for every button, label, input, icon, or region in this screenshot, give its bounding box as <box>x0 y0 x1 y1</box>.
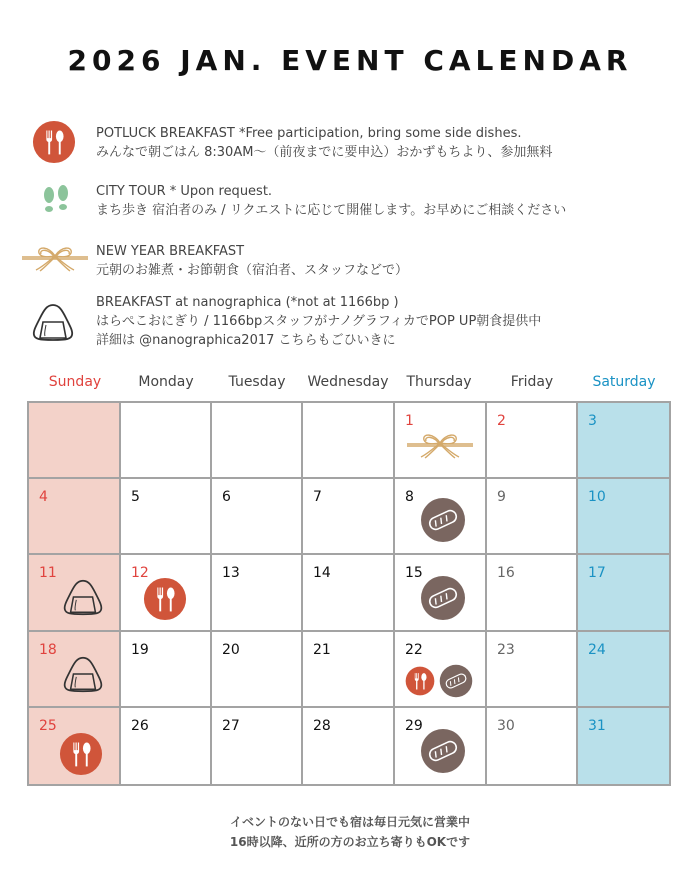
calendar-cell-4[interactable] <box>29 479 119 553</box>
calendar-cell-6[interactable] <box>212 479 301 553</box>
potluck-breakfast-icon <box>32 120 76 164</box>
weekday-friday: Friday <box>510 374 554 390</box>
weekday-thursday: Thursday <box>406 374 472 390</box>
date-number: 8 <box>405 489 414 505</box>
date-number: 21 <box>313 642 331 658</box>
bread-icon <box>439 664 473 698</box>
bread-icon <box>420 497 466 543</box>
date-number: 3 <box>588 413 597 429</box>
date-number: 22 <box>405 642 423 658</box>
date-number: 27 <box>222 718 240 734</box>
calendar-cell-3[interactable] <box>578 403 669 477</box>
page-title: 2026 JAN. EVENT CALENDAR <box>67 44 633 77</box>
date-number: 31 <box>588 718 606 734</box>
date-number: 13 <box>222 565 240 581</box>
legend-new-year-title: NEW YEAR BREAKFAST <box>96 244 245 259</box>
calendar-cell-19[interactable] <box>121 632 210 706</box>
calendar-cell-2[interactable] <box>487 403 576 477</box>
legend-city-tour <box>96 182 566 220</box>
calendar-cell-empty <box>121 403 210 477</box>
legend-new-year <box>96 242 408 280</box>
date-number: 28 <box>313 718 331 734</box>
footprints-icon <box>38 183 74 219</box>
date-number: 19 <box>131 642 149 658</box>
bread-icon <box>420 728 466 774</box>
footer-note <box>0 812 700 852</box>
calendar-cell-7[interactable] <box>303 479 393 553</box>
date-number: 1 <box>405 413 414 429</box>
legend-nanographica-title: BREAKFAST at nanographica (*not at 1166bp ) <box>96 295 399 310</box>
legend-nanographica-desc: はらぺこおにぎり / 1166bpスタッフがナノグラフィカでPOP UP朝食提供中 <box>96 314 542 329</box>
calendar-cell-9[interactable] <box>487 479 576 553</box>
footer-line-1: イベントのない日でも宿は毎日元気に営業中 <box>229 815 470 829</box>
date-number: 20 <box>222 642 240 658</box>
date-number: 4 <box>39 489 48 505</box>
calendar-cell-empty <box>29 403 119 477</box>
legend-potluck <box>96 124 552 162</box>
bread-icon <box>420 575 466 621</box>
weekday-sunday: Sunday <box>48 374 102 390</box>
date-number: 24 <box>588 642 606 658</box>
calendar-cell-12[interactable] <box>121 555 210 630</box>
calendar-cell-8[interactable] <box>395 479 485 553</box>
calendar-cell-5[interactable] <box>121 479 210 553</box>
calendar-cell-20[interactable] <box>212 632 301 706</box>
potluck-breakfast-icon <box>405 666 435 696</box>
calendar-cell-21[interactable] <box>303 632 393 706</box>
calendar-cell-22[interactable] <box>395 632 485 706</box>
date-number: 12 <box>131 565 149 581</box>
calendar-cell-empty <box>212 403 301 477</box>
calendar-cell-31[interactable] <box>578 708 669 784</box>
date-number: 23 <box>497 642 515 658</box>
date-number: 18 <box>39 642 57 658</box>
calendar-cell-11[interactable] <box>29 555 119 630</box>
weekday-tuesday: Tuesday <box>228 374 286 390</box>
date-number: 9 <box>497 489 506 505</box>
legend-nanographica <box>96 293 541 350</box>
weekday-monday: Monday <box>138 374 194 390</box>
calendar-cell-30[interactable] <box>487 708 576 784</box>
calendar-cell-28[interactable] <box>303 708 393 784</box>
legend-nanographica-note: 詳細は @nanographica2017 こちらもごひいきに <box>96 333 396 348</box>
date-number: 2 <box>497 413 506 429</box>
date-number: 25 <box>39 718 57 734</box>
date-number: 17 <box>588 565 606 581</box>
calendar-cell-empty <box>303 403 393 477</box>
legend-potluck-desc: みんなで朝ごはん 8:30AM～（前夜までに要申込）おかずもちより、参加無料 <box>96 145 553 160</box>
date-number: 7 <box>313 489 322 505</box>
calendar-cell-24[interactable] <box>578 632 669 706</box>
calendar-cell-10[interactable] <box>578 479 669 553</box>
calendar-cell-23[interactable] <box>487 632 576 706</box>
onigiri-icon <box>61 577 105 617</box>
mizuhiki-icon <box>20 242 90 272</box>
date-number: 11 <box>39 565 57 581</box>
legend-potluck-title: POTLUCK BREAKFAST *Free participation, bring some side dishes. <box>96 126 522 141</box>
potluck-breakfast-icon <box>143 577 187 621</box>
calendar-cell-14[interactable] <box>303 555 393 630</box>
calendar-grid <box>27 401 671 786</box>
date-number: 30 <box>497 718 515 734</box>
mizuhiki-icon <box>405 429 475 459</box>
calendar-cell-17[interactable] <box>578 555 669 630</box>
weekday-wednesday: Wednesday <box>307 374 389 390</box>
date-number: 16 <box>497 565 515 581</box>
onigiri-icon <box>61 654 105 694</box>
calendar-cell-15[interactable] <box>395 555 485 630</box>
calendar-cell-29[interactable] <box>395 708 485 784</box>
onigiri-icon <box>30 302 76 342</box>
date-number: 6 <box>222 489 231 505</box>
calendar-cell-1[interactable] <box>395 403 485 477</box>
calendar-cell-18[interactable] <box>29 632 119 706</box>
calendar-cell-13[interactable] <box>212 555 301 630</box>
date-number: 26 <box>131 718 149 734</box>
calendar-cell-27[interactable] <box>212 708 301 784</box>
calendar-cell-26[interactable] <box>121 708 210 784</box>
date-number: 5 <box>131 489 140 505</box>
legend-city-tour-desc: まち歩き 宿泊者のみ / リクエストに応じて開催します。お早めにご相談ください <box>96 203 567 218</box>
date-number: 15 <box>405 565 423 581</box>
footer-line-2: 16時以降、近所の方のお立ち寄りもOKです <box>229 835 471 849</box>
date-number: 14 <box>313 565 331 581</box>
legend-new-year-desc: 元朝のお雑煮・お節朝食（宿泊者、スタッフなどで） <box>96 263 409 278</box>
potluck-breakfast-icon <box>59 732 103 776</box>
weekday-saturday: Saturday <box>592 374 656 390</box>
date-number: 10 <box>588 489 606 505</box>
calendar-cell-16[interactable] <box>487 555 576 630</box>
date-number: 29 <box>405 718 423 734</box>
legend-city-tour-title: CITY TOUR * Upon request. <box>96 184 273 199</box>
calendar-cell-25[interactable] <box>29 708 119 784</box>
